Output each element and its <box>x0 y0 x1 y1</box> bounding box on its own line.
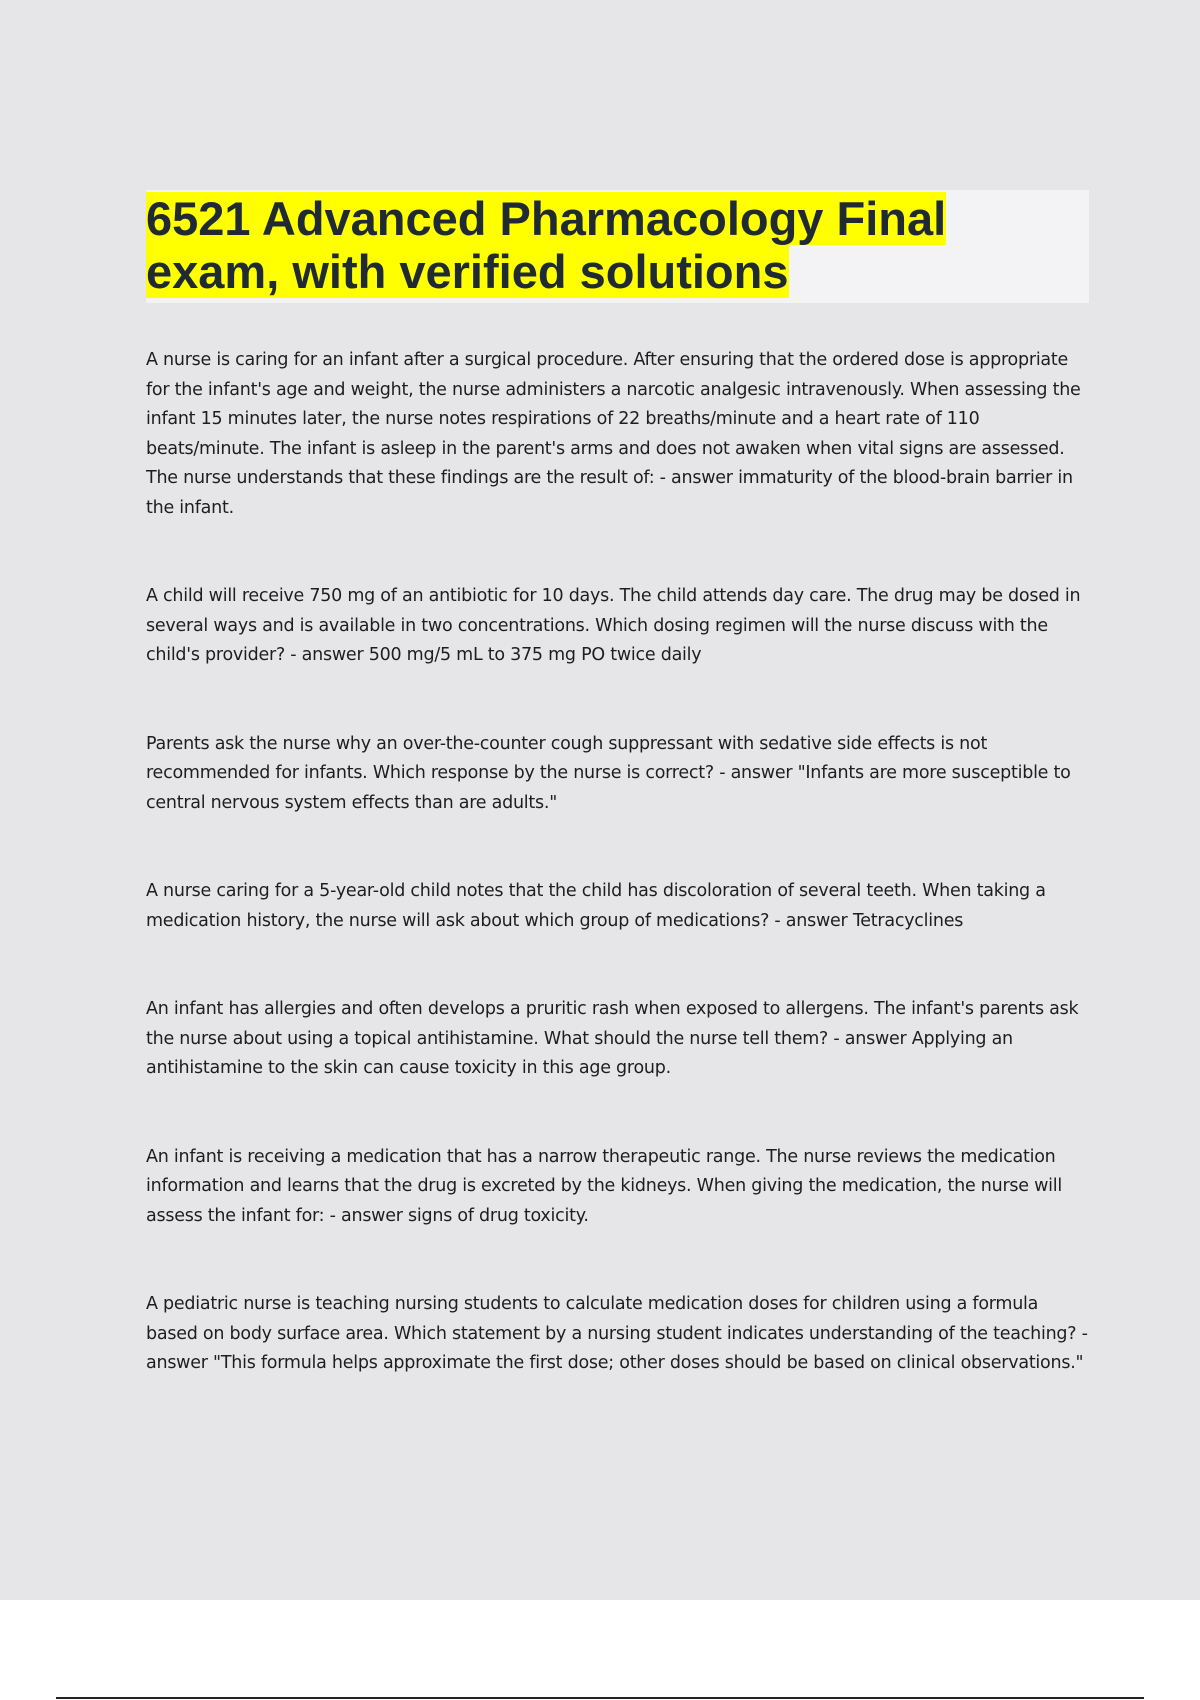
question-answer-item: A nurse is caring for an infant after a surgical procedure. After ensuring that the ordered dose is appropriate for the infant's age and weight, the nurse administers a narcotic analgesic intravenously. When assessing the infant 15 minutes later, the nurse notes respirations of 22 breaths/minute and a heart rate of 110 beats/minute. The infant is asleep in the parent's arms and does not awaken when vital signs are assessed. The nurse understands that these findings are the result of: - answer immaturity of the blood-brain barrier in the infant. <box>146 350 1081 518</box>
footer-divider <box>56 1697 1144 1699</box>
question-answer-item: Parents ask the nurse why an over-the-counter cough suppressant with sedative side effects is not recommended for infants. Which response by the nurse is correct? - answer "Infants are more susceptible to central nervous system effects than are adults." <box>146 733 1071 813</box>
question-answer-item: A pediatric nurse is teaching nursing students to calculate medication doses for children using a formula based on body surface area. Which statement by a nursing student indicates understanding of the teaching? - answer "This formula helps approximate the first dose; other doses should be based on clinical observations." <box>146 1294 1088 1373</box>
question-answer-item: A nurse caring for a 5-year-old child notes that the child has discoloration of several teeth. When taking a medication history, the nurse will ask about which group of medications? - answer Tetracyclines <box>146 881 1046 931</box>
document-title-text: 6521 Advanced Pharmacology Final exam, with verified solutions <box>146 192 947 298</box>
question-answer-item: An infant is receiving a medication that has a narrow therapeutic range. The nurse reviews the medication information and learns that the drug is excreted by the kidneys. When giving the medication, the nurse will assess the infant for: - answer signs of drug toxicity. <box>146 1146 1063 1226</box>
document-title <box>146 192 1046 298</box>
question-answer-item: A child will receive 750 mg of an antibiotic for 10 days. The child attends day care. The drug may be dosed in several ways and is available in two concentrations. Which dosing regimen will the nurse discuss with the child's provider? - answer 500 mg/5 mL to 375 mg PO twice daily <box>146 586 1081 665</box>
question-answer-item: An infant has allergies and often develops a pruritic rash when exposed to allergens. The infant's parents ask the nurse about using a topical antihistamine. What should the nurse tell them? - answer Applying an antihistamine to the skin can cause toxicity in this age group. <box>146 999 1079 1078</box>
question-list <box>146 346 1091 1438</box>
